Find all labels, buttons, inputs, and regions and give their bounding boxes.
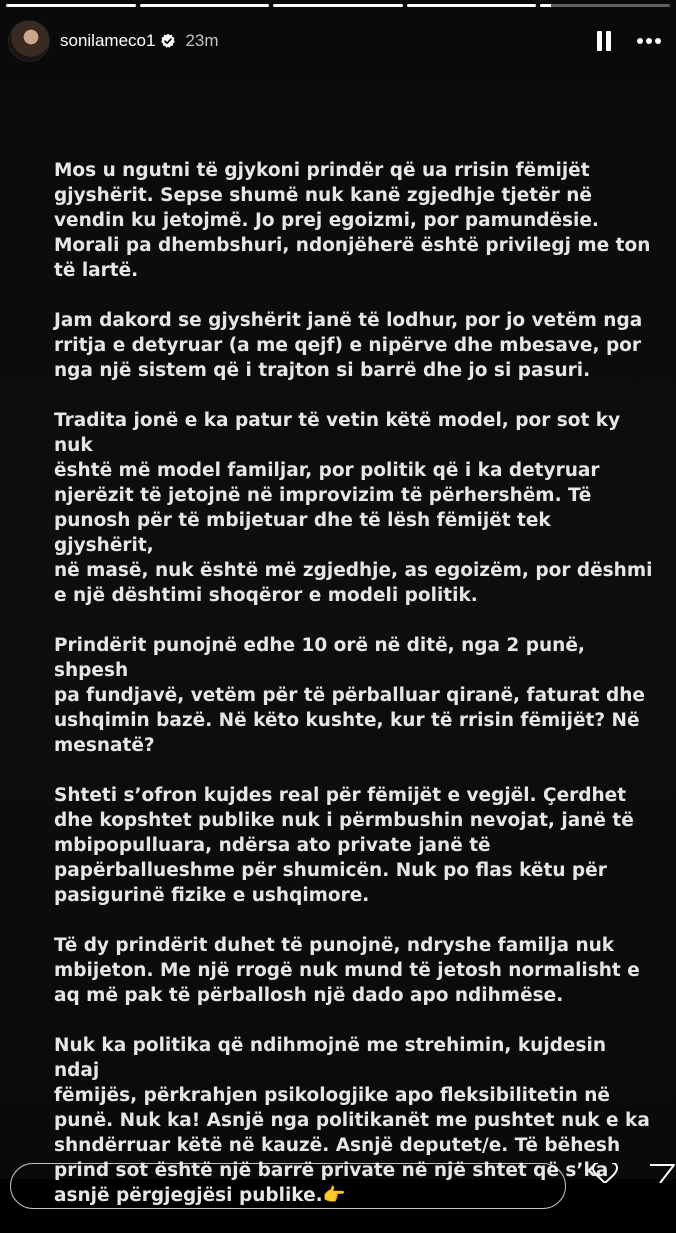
- progress-segment: [540, 4, 670, 7]
- story-paragraph: Shteti s’ofron kujdes real për fëmijët e vegjël. Çerdhet dhe kopshtet publike nuk i përmbushin nevojat, janë të mbipopulluara, ndërsa ato private janë të papërballueshme për shumicën. Nuk po flas këtu për pasigurinë fizike e ushqimore.: [54, 785, 634, 906]
- reply-input[interactable]: [31, 1174, 535, 1194]
- progress-segment: [140, 4, 270, 7]
- story-paragraph: Tradita jonë e ka patur të vetin këtë model, por sot ky nuk është më model familjar, por politik që i ka detyruar njerëzit të jetojnë në improvizim të përhershëm. Të punosh për të mbijetuar dhe të lësh fëmijët tek gjyshërit, në masë, nuk është më zgjedhje, as egoizëm, por dëshmi e një dështimi shoqëror e modeli politik.: [54, 410, 653, 606]
- avatar[interactable]: [8, 20, 50, 62]
- progress-fill: [273, 4, 403, 7]
- story-paragraph: Mos u ngutni të gjykoni prindër që ua rrisin fëmijët gjyshërit. Sepse shumë nuk kanë zgjedhje tjetër në vendin ku jetojmë. Jo prej egoizmi, por pamundësie. Morali pa dhembshuri, ndonjëherë është privilegj me ton të lartë.: [54, 160, 651, 281]
- progress-fill: [140, 4, 270, 7]
- progress-segment: [407, 4, 537, 7]
- post-time: 23m: [185, 31, 219, 50]
- reply-bar[interactable]: [10, 1163, 566, 1209]
- pause-icon[interactable]: [592, 29, 616, 53]
- pointing-hand-emoji: 👉: [322, 1185, 346, 1206]
- story-paragraph: Jam dakord se gjyshërit janë të lodhur, por jo vetëm nga rritja e detyruar (a me qejf) e nipërve dhe mbesave, por nga një sistem që i trajton si barrë dhe jo si pasuri.: [54, 310, 643, 381]
- story-progress-bar: [6, 4, 670, 7]
- story-paragraph-text: Nuk ka politika që ndihmojnë me strehimin, kujdesin ndaj fëmijës, përkrahjen psikologjike apo fleksibilitetin në punë. Nuk ka! Asnjë nga politikanët me pushtet nuk e ka shndërruar këtë në kauzë. Asnjë deputet/e. Të bëhesh prind sot është një barrë private në një shtet që s’ka asnjë përgjegjësi publike.: [54, 1035, 650, 1206]
- story-text: [54, 158, 654, 1233]
- story-header: [8, 18, 664, 64]
- progress-segment: [6, 4, 136, 7]
- verified-badge-icon: [160, 33, 176, 49]
- story-paragraph: Të dy prindërit duhet të punojnë, ndryshe familja nuk mbijeton. Me një rrogë nuk mund të jetosh normalisht e aq më pak të përballosh një dado apo ndihmëse.: [54, 935, 640, 1006]
- story-paragraph: Prindërit punojnë edhe 10 orë në ditë, nga 2 punë, shpesh pa fundjavë, vetëm për të përballuar qiranë, faturat dhe ushqimin bazë. Në këto kushte, kur të rrisin fëmijët? Në mesnatë?: [54, 635, 645, 756]
- heart-icon[interactable]: [590, 1163, 620, 1183]
- progress-fill: [407, 4, 537, 7]
- username[interactable]: sonilameco1: [60, 31, 156, 50]
- send-icon[interactable]: [646, 1163, 676, 1183]
- progress-segment: [273, 4, 403, 7]
- progress-fill: [6, 4, 136, 7]
- more-options-icon[interactable]: [634, 29, 664, 53]
- progress-fill: [540, 4, 550, 7]
